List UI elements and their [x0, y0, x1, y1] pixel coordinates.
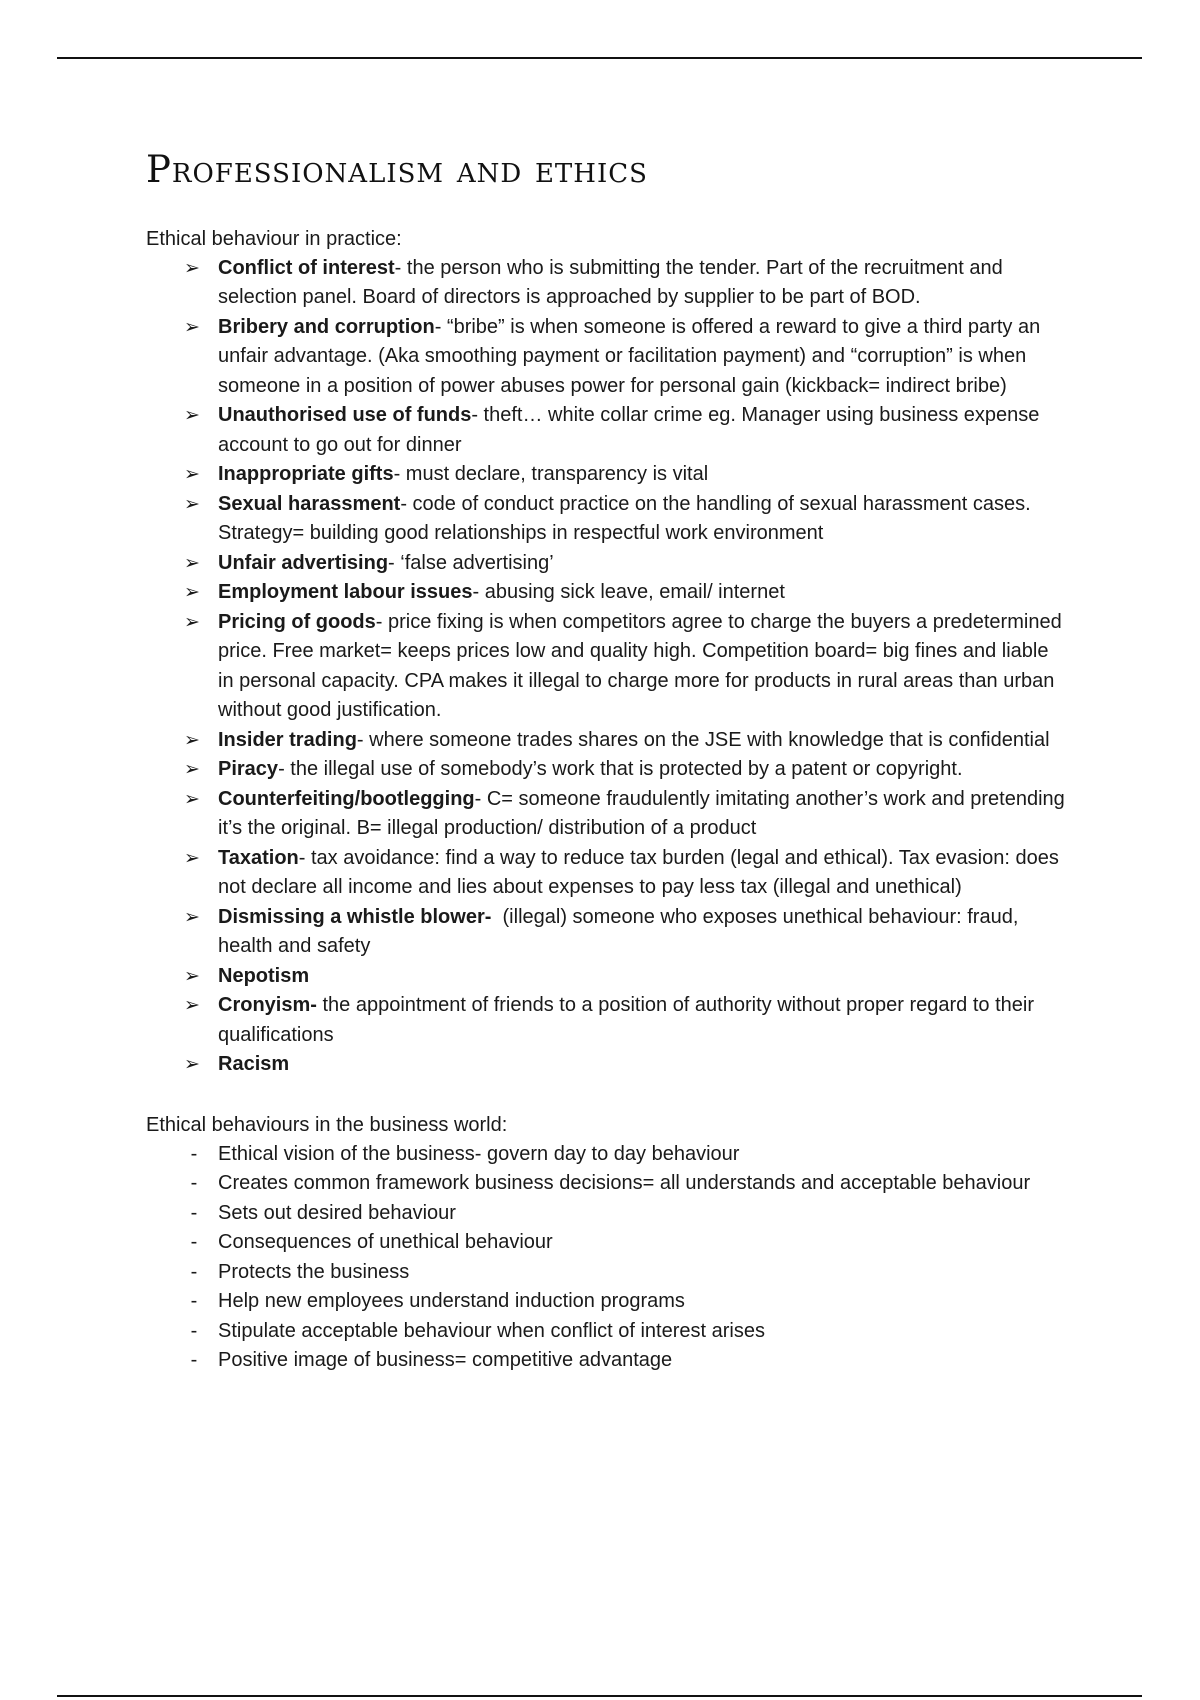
item-term: Unfair advertising [218, 551, 389, 574]
item-description: - where someone trades shares on the JSE with knowledge that is confidential [356, 728, 1050, 751]
arrow-bullet-icon: ➢ [184, 493, 200, 515]
item-text: Stipulate acceptable behaviour when conflict of interest arises [218, 1319, 765, 1342]
list-item [184, 755, 1066, 785]
item-term: Bribery and corruption [218, 315, 435, 338]
list-item [184, 578, 1066, 608]
list-item [184, 549, 1066, 579]
list-item [184, 903, 1066, 962]
item-description: - the person who is submitting the tender. Part of the recruitment and selection panel. Board of directors is approached by supplier to be part of BOD. [218, 256, 1009, 309]
list-item [190, 1228, 1066, 1258]
document-body [146, 148, 1071, 1376]
dash-bullet-icon: - [190, 1231, 198, 1254]
item-term: Insider trading [218, 728, 357, 751]
item-term: Unauthorised use of funds [218, 404, 472, 427]
arrow-bullet-icon: ➢ [184, 582, 200, 604]
dash-bullet-icon: - [190, 1349, 198, 1372]
item-text: Creates common framework business decisions= all understands and acceptable behaviour [218, 1172, 1031, 1195]
list-item [184, 785, 1071, 844]
item-description: - ‘false advertising’ [388, 551, 554, 574]
item-term: Taxation [218, 846, 299, 869]
list-item [190, 1258, 1066, 1288]
list-item [184, 490, 1066, 549]
arrow-bullet-icon: ➢ [184, 316, 200, 338]
list-item [184, 401, 1066, 460]
dash-bullet-icon: - [190, 1172, 198, 1195]
arrow-bullet-icon: ➢ [184, 965, 200, 987]
list-item [184, 1050, 1066, 1080]
item-text: Protects the business [218, 1260, 410, 1283]
item-description: the appointment of friends to a position of authority without proper regard to their qualifications [218, 994, 1040, 1046]
item-term: Inappropriate gifts [218, 463, 394, 486]
arrow-bullet-icon: ➢ [184, 906, 200, 928]
practice-list [146, 254, 1071, 1080]
item-term: Nepotism [218, 964, 310, 987]
list-item [190, 1287, 1066, 1317]
arrow-bullet-icon: ➢ [184, 995, 200, 1017]
arrow-bullet-icon: ➢ [184, 729, 200, 751]
arrow-bullet-icon: ➢ [184, 257, 200, 279]
arrow-bullet-icon: ➢ [184, 759, 200, 781]
arrow-bullet-icon: ➢ [184, 464, 200, 486]
list-item [184, 313, 1066, 402]
item-description: - code of conduct practice on the handling of sexual harassment cases. Strategy= building good relationships in respectful work environment [218, 492, 1037, 545]
dash-bullet-icon: - [190, 1319, 198, 1342]
item-text: Consequences of unethical behaviour [218, 1231, 553, 1254]
item-term: Racism [218, 1053, 290, 1076]
dash-bullet-icon: - [190, 1201, 198, 1224]
section-heading-business-world: Ethical behaviours in the business world: [146, 1113, 508, 1136]
item-description: - abusing sick leave, email/ internet [472, 581, 785, 604]
list-item [184, 460, 1066, 490]
item-term: Counterfeiting/bootlegging [218, 787, 475, 810]
item-term: Employment labour issues [218, 581, 473, 604]
item-description: - tax avoidance: find a way to reduce tax burden (legal and ethical). Tax evasion: does not declare all income and lies about expenses to pay less tax (illegal and unethical) [218, 846, 1065, 899]
dash-bullet-icon: - [190, 1260, 198, 1283]
section-heading-practice: Ethical behaviour in practice: [146, 227, 402, 250]
page-title: Professionalism and ethics [146, 148, 648, 191]
dash-bullet-icon: - [190, 1142, 198, 1165]
list-item [184, 991, 1066, 1050]
top-divider [57, 57, 1142, 59]
dash-bullet-icon: - [190, 1290, 198, 1313]
arrow-bullet-icon: ➢ [184, 788, 200, 810]
list-item [184, 726, 1066, 756]
list-item [184, 608, 1068, 726]
item-text: Ethical vision of the business- govern day to day behaviour [218, 1142, 740, 1165]
item-term: Sexual harassment [218, 492, 401, 515]
item-description: - must declare, transparency is vital [393, 463, 709, 486]
arrow-bullet-icon: ➢ [184, 611, 200, 633]
list-item [190, 1169, 1066, 1199]
arrow-bullet-icon: ➢ [184, 847, 200, 869]
arrow-bullet-icon: ➢ [184, 552, 200, 574]
item-text: Help new employees understand induction programs [218, 1290, 685, 1313]
arrow-bullet-icon: ➢ [184, 1054, 200, 1076]
item-description: - the illegal use of somebody’s work that is protected by a patent or copyright. [278, 758, 963, 781]
list-item [184, 254, 1066, 313]
item-description: - price fixing is when competitors agree to charge the buyers a predetermined price. Free market= keeps prices low and quality high. Competition board= big fines and liable in personal capacity. CPA makes it illegal to charge more for products in rural areas than urban without good justification. [218, 610, 1068, 722]
item-description: - “bribe” is when someone is offered a reward to give a third party an unfair advantage. (Aka smoothing payment or facilitation payment) and “corruption” is when someone in a position of power abuses power for personal gain (kickback= indirect bribe) [218, 315, 1046, 397]
item-text: Sets out desired behaviour [218, 1201, 456, 1224]
item-term: Piracy [218, 758, 279, 781]
item-term: Pricing of goods [218, 610, 376, 633]
list-item [190, 1140, 1066, 1170]
item-text: Positive image of business= competitive advantage [218, 1349, 673, 1372]
list-item [190, 1346, 1066, 1376]
business-world-list [146, 1140, 1066, 1376]
bottom-divider [57, 1695, 1142, 1697]
item-term: Cronyism- [218, 994, 317, 1017]
item-term: Conflict of interest [218, 256, 395, 279]
item-description: - theft… white collar crime eg. Manager using business expense account to go out for dinner [218, 404, 1045, 456]
list-item [190, 1317, 1066, 1347]
arrow-bullet-icon: ➢ [184, 405, 200, 427]
item-description: (illegal) someone who exposes unethical behaviour: fraud, health and safety [218, 905, 1024, 958]
list-item [184, 962, 1066, 992]
item-description: - C= someone fraudulently imitating another’s work and pretending it’s the original. B= illegal production/ distribution of a product [218, 787, 1071, 840]
item-term: Dismissing a whistle blower- [218, 905, 492, 928]
list-item [190, 1199, 1066, 1229]
list-item [184, 844, 1066, 903]
